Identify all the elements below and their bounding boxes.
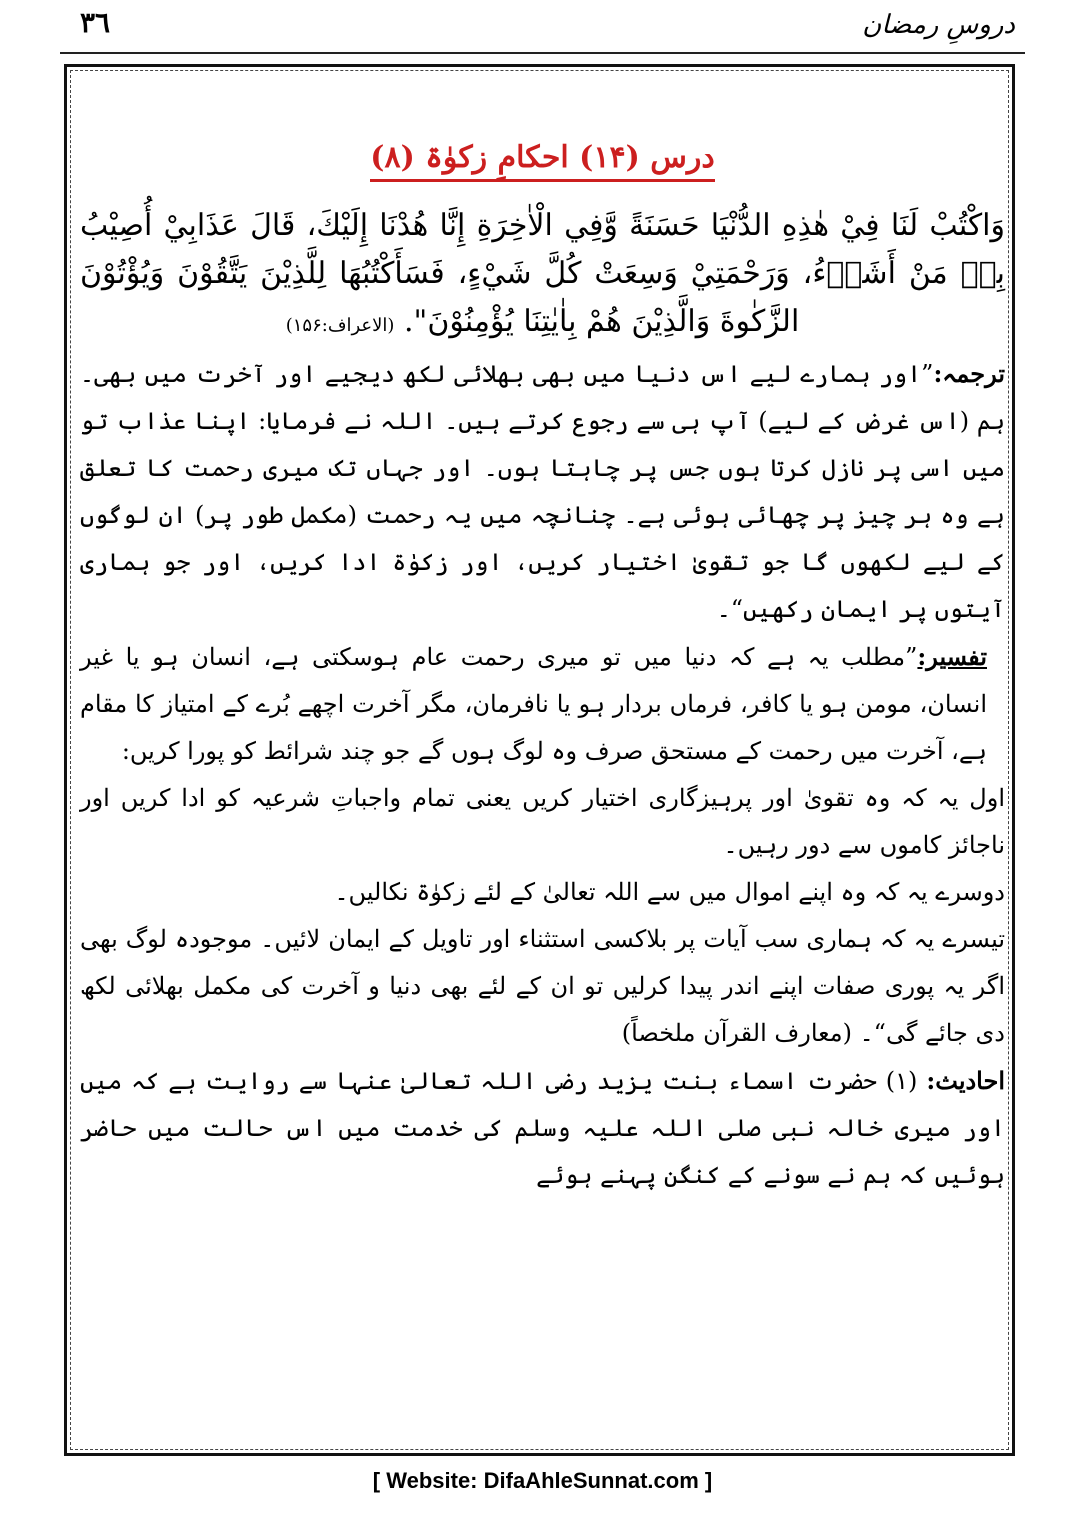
translation-label: ترجمہ: xyxy=(933,359,1005,388)
condition-1: اول یہ کہ وہ تقویٰ اور پرہیزگاری اختیار کریں یعنی تمام واجباتِ شرعیہ کو ادا کریں اور ناجائز کاموں سے دور رہیں۔ xyxy=(80,784,1005,859)
quran-verse xyxy=(80,202,1005,350)
lesson-title xyxy=(74,140,1011,182)
verse-reference: (الاعراف:۱۵۶) xyxy=(285,315,395,336)
website-footer: [ Website: DifaAhleSunnat.com ] xyxy=(372,1468,713,1493)
page-content xyxy=(74,140,1011,1199)
translation-paragraph xyxy=(80,350,1005,633)
page-number: ٣٦ xyxy=(80,6,111,39)
tafsir-text: ”مطلب یہ ہے کہ دنیا میں تو میری رحمت عام ہوسکتی ہے، انسان ہو یا غیر انسان، مومن ہو یا کافر، فرماں بردار ہو یا نافرمان، مگر آخرت اچھے بُرے کے امتیاز کا مقام ہے، آخرت میں رحمت کے مستحق صرف وہ لوگ ہوں گے جو چند شرائط کو پورا کریں: xyxy=(80,643,987,765)
lesson-title-text: درس (۱۴) احکامِ زکوٰۃ (۸) xyxy=(370,140,714,182)
tafsir-paragraph xyxy=(80,633,1005,775)
hadith-text: (۱) حضرت اسماء بنت یزید رضی اللہ تعالیٰ عنہا سے روایت ہے کہ میں اور میری خالہ نبی صلی اللہ علیہ وسلم کی خدمت میں اس حالت میں حاضر ہوئیں کہ ہم نے سونے کے کنگن پہنے ہوئے xyxy=(80,1067,1005,1189)
running-title: دروسِ رمضان xyxy=(862,10,1015,40)
tafsir-label: تفسیر: xyxy=(917,642,987,671)
quran-verse-text: وَاكْتُبْ لَنَا فِيْ هٰذِهِ الدُّنْيَا حَسَنَةً وَّفِي الْاٰخِرَةِ إِنَّا هُدْنَا إِلَيْكَ، قَالَ عَذَابِيْ أُصِيْبُ بِهٖ مَنْ أَشَاۤءُ، وَرَحْمَتِيْ وَسِعَتْ كُلَّ شَيْءٍ، فَسَأَكْتُبُهَا لِلَّذِيْنَ يَتَّقُوْنَ وَيُؤْتُوْنَ الزَّكٰوةَ وَالَّذِيْنَ هُمْ بِاٰيٰتِنَا يُؤْمِنُوْنَ". xyxy=(80,208,1005,339)
condition-2: دوسرے یہ کہ وہ اپنے اموال میں سے اللہ تعالیٰ کے لئے زکوٰۃ نکالیں۔ xyxy=(334,878,1005,906)
hadith-label: احادیث: xyxy=(926,1066,1005,1095)
translation-text: ”اور ہمارے لیے اس دنیا میں بھی بھلائی لکھ دیجیے اور آخرت میں بھی۔ ہم (اس غرض کے لیے) آپ ہی سے رجوع کرتے ہیں۔ اللہ نے فرمایا: اپنا عذاب تو میں اسی پر نازل کرتا ہوں جس پر چاہتا ہوں۔ اور جہاں تک میری رحمت کا تعلق ہے وہ ہر چیز پر چھائی ہوئی ہے۔ چنانچہ میں یہ رحمت (مکمل طور پر) ان لوگوں کے لیے لکھوں گا جو تقویٰ اختیار کریں، اور زکوٰۃ ادا کریں، اور جو ہماری آیتوں پر ایمان رکھیں“۔ xyxy=(80,360,1005,623)
page-header xyxy=(60,0,1025,54)
hadith-paragraph xyxy=(80,1057,1005,1199)
condition-3: تیسرے یہ کہ ہماری سب آیات پر بلاکسی استثناء اور تاویل کے ایمان لائیں۔ موجودہ لوگ بھی اگر یہ پوری صفات اپنے اندر پیدا کرلیں تو ان کے لئے بھی دنیا و آخرت کی مکمل بھلائی لکھ دی جائے گی“۔ (معارف القرآن ملخصاً) xyxy=(80,925,1005,1047)
